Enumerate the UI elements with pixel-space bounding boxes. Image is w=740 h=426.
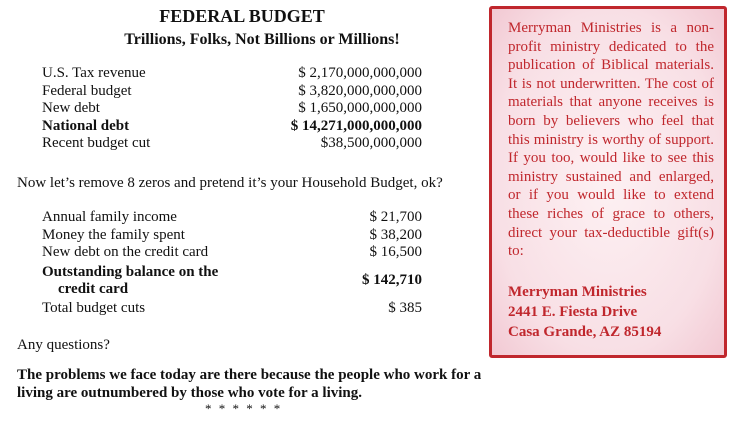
federal-row-tax-revenue <box>42 65 422 83</box>
row-value: $ 38,200 <box>369 226 422 243</box>
transition-text: Now let’s remove 8 zeros and pretend it’s your Household Budget, ok? <box>17 175 443 191</box>
row-label: U.S. Tax revenue <box>42 65 146 81</box>
household-row-outstanding <box>42 264 422 298</box>
page-title: FEDERAL BUDGET <box>159 6 325 26</box>
row-value: $ 142,710 <box>362 272 422 289</box>
closing-text: The problems we face today are there because the people who work for a living are outnumbered by those who vote for a living. <box>17 367 482 401</box>
row-value: $ 21,700 <box>369 209 422 225</box>
household-row-spent <box>42 227 422 245</box>
row-label: Total budget cuts <box>42 299 146 316</box>
federal-budget-table <box>42 65 422 153</box>
ministry-description: Merryman Ministries is a non-profit ministry dedicated to the publication of Biblical materials. It is not underwritten. The cost of materials that anyone receives is born by believers who feel that this ministry is worthy of support. If you too, would like to see this ministry sustained and enlarged, or if you would like to extend these riches of grace to others, direct your tax-deductible gift(s) to: <box>508 20 714 260</box>
federal-row-budget <box>42 83 422 101</box>
row-value: $ 2,170,000,000,000 <box>298 65 422 81</box>
ministry-address <box>508 282 661 342</box>
row-value: $ 385 <box>388 299 422 316</box>
row-label: New debt <box>42 100 100 117</box>
row-label-line2: credit card <box>58 280 129 297</box>
federal-row-budget-cut <box>42 135 422 153</box>
row-label: Money the family spent <box>42 226 185 243</box>
row-label: New debt on the credit card <box>42 244 209 261</box>
row-value: $38,500,000,000 <box>320 135 422 152</box>
federal-row-new-debt <box>42 100 422 118</box>
ministry-name: Merryman Ministries <box>508 284 647 300</box>
row-label-line1: Outstanding balance on the <box>42 263 219 280</box>
ministry-info-box <box>489 6 727 358</box>
row-value: $ 1,650,000,000,000 <box>298 100 422 117</box>
row-label <box>42 264 218 298</box>
row-label: Annual family income <box>42 209 177 225</box>
household-budget-table <box>42 209 422 317</box>
ministry-city: Casa Grande, AZ 85194 <box>508 324 662 340</box>
row-value: $ 3,820,000,000,000 <box>298 82 422 99</box>
row-label: Federal budget <box>42 82 132 99</box>
stars-divider: * * * * * * <box>205 401 283 416</box>
household-row-new-debt <box>42 244 422 262</box>
ministry-street: 2441 E. Fiesta Drive <box>508 304 638 320</box>
page-subtitle: Trillions, Folks, Not Billions or Millions! <box>124 31 400 48</box>
household-row-income <box>42 209 422 227</box>
questions-text: Any questions? <box>17 337 110 353</box>
row-value: $ 16,500 <box>369 244 422 261</box>
row-value: $ 14,271,000,000,000 <box>290 117 422 134</box>
federal-row-national-debt <box>42 118 422 136</box>
header <box>17 6 487 50</box>
row-label: National debt <box>42 117 130 134</box>
household-row-cuts <box>42 300 422 318</box>
row-label: Recent budget cut <box>42 135 151 152</box>
